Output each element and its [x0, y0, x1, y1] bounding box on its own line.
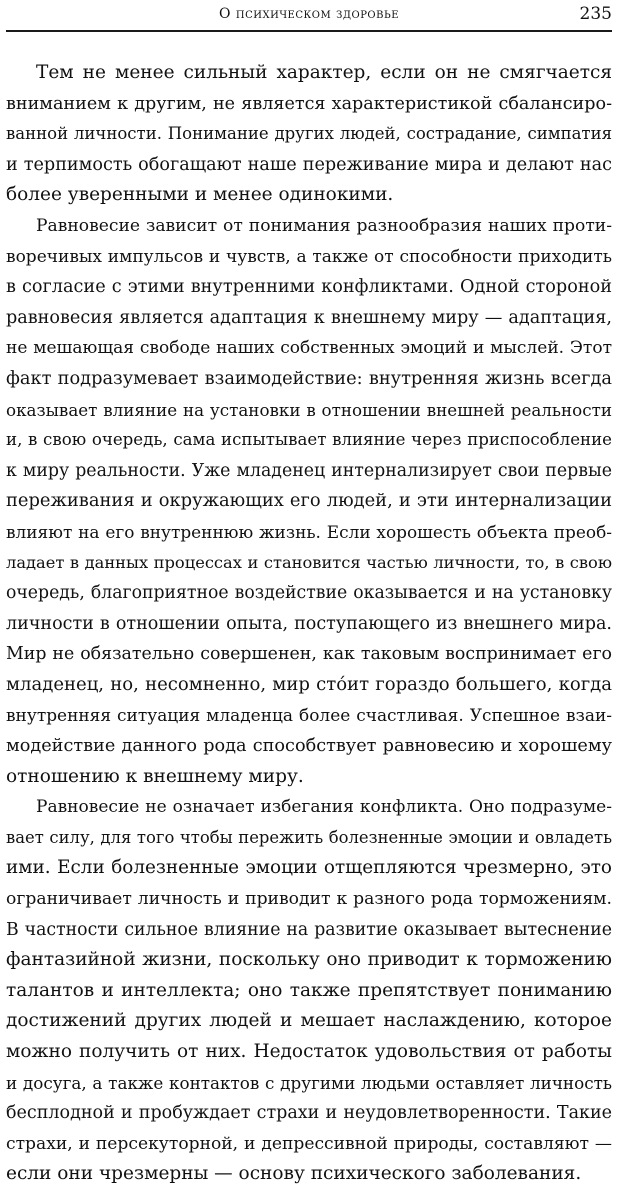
text-line: очередь, благоприятное воздействие оказывается и на установку — [6, 583, 612, 604]
paragraph — [6, 58, 612, 211]
text-line: ими. Если болезненные эмоции отщепляются чрезмерно, это — [6, 857, 612, 879]
text-line: вниманием к другим, не является характеристикой сбалансиро- — [6, 93, 612, 114]
body-text — [6, 58, 612, 1190]
text-line: если они чрезмерны — основу психического заболевания. — [6, 1163, 582, 1185]
text-line: Тем не менее сильный характер, если он не смягчается — [36, 62, 612, 83]
text-line: ладает в данных процессах и становится частью личности, то, в свою — [6, 552, 612, 572]
text-line: влияют на его внутреннюю жизнь. Если хорошесть объекта преоб- — [6, 521, 612, 542]
text-line: можно получить от них. Недостаток удовольствия от работы — [6, 1041, 612, 1062]
paragraph — [6, 211, 612, 792]
text-line: воречивых импульсов и чувств, а также от способности приходить — [6, 246, 612, 267]
text-line: отношению к внешнему миру. — [6, 765, 304, 787]
text-line: младенец, но, несомненно, мир сто́ит гораздо большего, когда — [6, 673, 612, 695]
text-line: к миру реальности. Уже младенец интернализирует свои первые — [6, 460, 612, 481]
paragraph — [6, 792, 612, 1190]
text-line: и досуга, а также контактов с другими людьми оставляет личность — [6, 1072, 612, 1093]
text-line: ограничивает личность и приводит к разного рода торможениям. — [6, 889, 612, 910]
text-line: в согласие с этими внутренними конфликтами. Одной стороной — [6, 277, 612, 298]
text-line: бесплодной и пробуждает страхи и неудовлетворенности. Такие — [6, 1103, 612, 1124]
text-line: вает силу, для того чтобы пережить болезненные эмоции и овладеть — [6, 827, 612, 847]
page-number: 235 — [579, 4, 612, 24]
text-line: ванной личности. Понимание других людей, сострадание, симпатия — [6, 124, 612, 144]
text-line: В частности сильное влияние на развитие оказывает вытеснение — [6, 919, 612, 940]
text-line: факт подразумевает взаимодействие: внутренняя жизнь всегда — [6, 368, 612, 389]
text-line: не мешающая свободе наших собственных эмоций и мыслей. Этот — [6, 338, 612, 359]
text-line: оказывает влияние на установки в отношении внешней реальности — [6, 399, 612, 420]
text-line: Мир не обязательно совершенен, как таковым воспринимает его — [6, 644, 612, 665]
running-title: О психическом здоровье — [218, 6, 400, 22]
text-line: личности в отношении опыта, поступающего из внешнего мира. — [6, 613, 612, 634]
text-line: и, в свою очередь, сама испытывает влияние через приспособление — [6, 430, 612, 450]
text-line: модействие данного рода способствует равновесию и хорошему — [6, 736, 612, 757]
text-line: талантов и интеллекта; оно также препятствует пониманию — [6, 979, 612, 1001]
text-line: равновесия является адаптация к внешнему миру — адаптация, — [6, 307, 612, 328]
text-line: Равновесие не означает избегания конфликта. Оно подразуме- — [36, 797, 612, 818]
text-line: и терпимость обогащают наше переживание мира и делают нас — [6, 154, 612, 175]
text-line: переживания и окружающих его людей, и эти интернализации — [6, 490, 612, 512]
text-line: фантазийной жизни, поскольку оно приводит к торможению — [6, 949, 612, 971]
text-line: достижений других людей и мешает наслаждению, которое — [6, 1010, 612, 1032]
text-line: страхи, и персекуторной, и депрессивной природы, составляют — — [6, 1133, 612, 1154]
text-line: более уверенными и менее одинокими. — [6, 184, 394, 206]
text-line: Равновесие зависит от понимания разнообразия наших проти- — [36, 215, 612, 236]
text-line: внутренняя ситуация младенца более счастливая. Успешное взаи- — [6, 705, 612, 726]
page-header — [6, 2, 612, 32]
